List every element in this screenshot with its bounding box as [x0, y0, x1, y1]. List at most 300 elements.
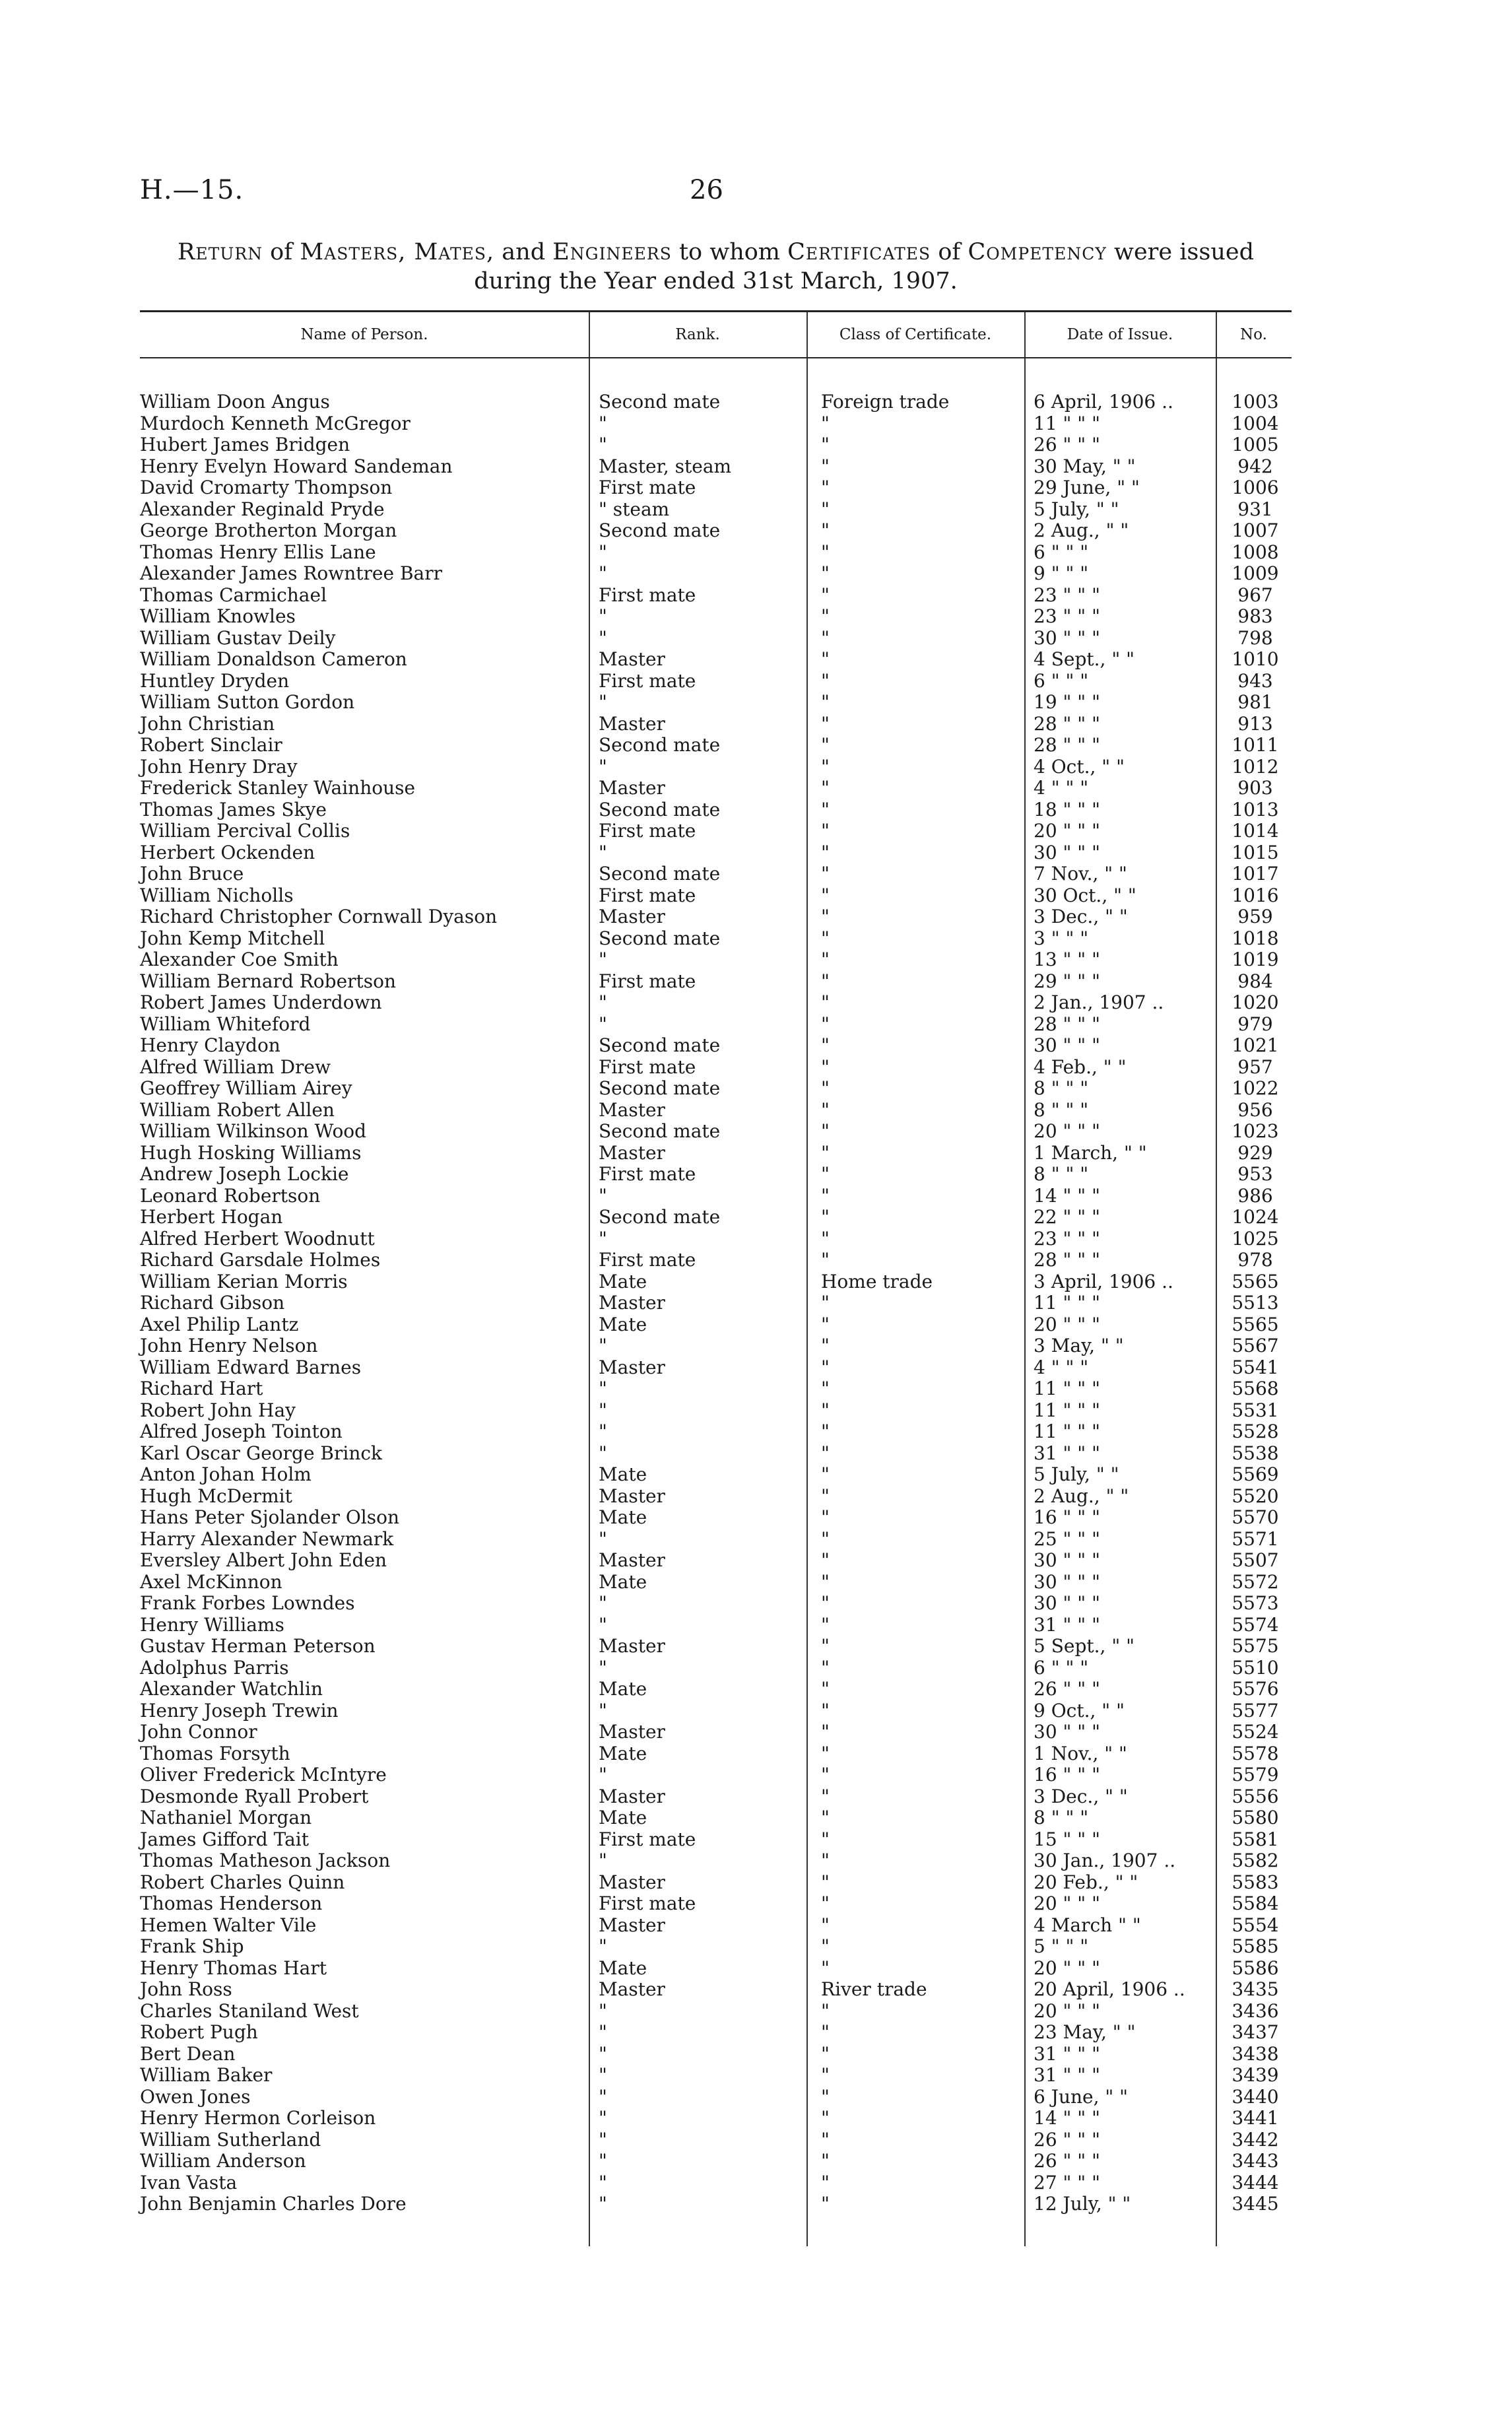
cell-class: " [821, 1399, 830, 1421]
cell-class: " [821, 755, 830, 778]
cell-date: 31 " " " [1034, 2042, 1100, 2065]
cell-class: " [821, 1527, 830, 1550]
cell-name: Gustav Herman Peterson [140, 1635, 376, 1657]
cell-date: 6 " " " [1034, 1656, 1089, 1679]
cell-rank: " steam [599, 498, 670, 520]
cell-date: 26 " " " [1034, 434, 1100, 455]
table-row [140, 1164, 1292, 1186]
cell-class: " [821, 2193, 830, 2215]
title-word-return: Return [177, 239, 263, 265]
cell-date: 20 " " " [1034, 1957, 1100, 1979]
cell-name: William Knowles [140, 605, 296, 627]
cell-class: " [821, 2021, 830, 2043]
table-row [140, 756, 1292, 778]
cell-name: Huntley Dryden [140, 669, 290, 692]
cell-no: 5578 [1232, 1742, 1279, 1764]
cell-class: " [821, 1764, 830, 1786]
cell-name: Charles Staniland West [140, 1999, 359, 2022]
cell-class: " [821, 669, 830, 692]
cell-class: " [821, 648, 830, 670]
page-number: 26 [690, 175, 723, 205]
table-row [140, 1615, 1292, 1636]
table-row [140, 1958, 1292, 1980]
table-row [140, 885, 1292, 907]
table-row [140, 456, 1292, 478]
cell-no: 1017 [1232, 863, 1279, 885]
cell-name: Henry Williams [140, 1613, 284, 1636]
cell-rank: " [599, 626, 607, 649]
table-row [140, 1378, 1292, 1400]
cell-rank: First mate [599, 669, 696, 692]
cell-name: Harry Alexander Newmark [140, 1527, 394, 1550]
cell-name: William Whiteford [140, 1013, 311, 1035]
cell-class: Home trade [821, 1270, 933, 1292]
cell-name: Alfred Herbert Woodnutt [140, 1227, 375, 1250]
cell-class: " [821, 1463, 830, 1485]
cell-date: 31 " " " [1034, 2064, 1100, 2086]
cell-rank: Master [599, 1635, 665, 1657]
cell-no: 5572 [1232, 1570, 1279, 1593]
cell-rank: " [599, 541, 607, 563]
cell-class: " [821, 1914, 830, 1936]
cell-rank: Mate [599, 1807, 647, 1828]
cell-class: " [821, 2042, 830, 2065]
cell-name: Richard Christopher Cornwall Dyason [140, 906, 498, 927]
cell-date: 2 Jan., 1907 .. [1034, 991, 1164, 1013]
cell-rank: First mate [599, 1828, 696, 1850]
cell-no: 1013 [1232, 798, 1279, 820]
cell-rank: " [599, 1656, 607, 1679]
cell-rank: " [599, 1399, 607, 1421]
cell-rank: Second mate [599, 863, 721, 885]
cell-name: John Christian [140, 712, 275, 735]
cell-name: Eversley Albert John Eden [140, 1549, 387, 1571]
cell-no: 981 [1237, 691, 1273, 713]
cell-date: 26 " " " [1034, 2150, 1100, 2172]
cell-rank: First mate [599, 970, 696, 992]
cell-no: 959 [1237, 906, 1273, 927]
cell-no: 903 [1237, 777, 1273, 799]
cell-date: 30 " " " [1034, 1721, 1100, 1743]
cell-class: " [821, 455, 830, 477]
cell-name: Robert Sinclair [140, 734, 282, 756]
cell-class: " [821, 1613, 830, 1636]
cell-name: Frank Ship [140, 1935, 244, 1957]
cell-date: 3 April, 1906 .. [1034, 1270, 1173, 1292]
table-row [140, 2044, 1292, 2065]
cell-rank: Master [599, 1098, 665, 1121]
table-row [140, 1636, 1292, 1657]
table-row [140, 1979, 1292, 2001]
cell-name: Robert James Underdown [140, 991, 382, 1013]
cell-name: John Bruce [140, 863, 244, 885]
cell-rank: First mate [599, 477, 696, 498]
cell-class: " [821, 1292, 830, 1314]
cell-date: 11 " " " [1034, 1378, 1100, 1399]
cell-date: 30 Jan., 1907 .. [1034, 1850, 1176, 1871]
cell-date: 9 " " " [1034, 562, 1089, 584]
cell-name: Alfred Joseph Tointon [140, 1421, 343, 1442]
table-row [140, 1486, 1292, 1508]
cell-rank: " [599, 1421, 607, 1442]
table-row [140, 606, 1292, 628]
table-row [140, 1143, 1292, 1164]
cell-class: River trade [821, 1978, 927, 2000]
cell-date: 4 March " " [1034, 1914, 1141, 1936]
cell-rank: " [599, 2193, 607, 2215]
cell-date: 8 " " " [1034, 1163, 1089, 1185]
table-row [140, 2193, 1292, 2215]
page-title [140, 238, 1292, 296]
table-row [140, 1807, 1292, 1829]
cell-class: " [821, 1335, 830, 1356]
cell-date: 26 " " " [1034, 1678, 1100, 1700]
cell-name: Hugh Hosking Williams [140, 1141, 362, 1164]
cell-class: " [821, 1635, 830, 1657]
cell-name: Thomas Henderson [140, 1892, 323, 1914]
table-row [140, 1700, 1292, 1722]
cell-class: " [821, 1077, 830, 1099]
cell-no: 1021 [1232, 1034, 1279, 1056]
cell-class: " [821, 691, 830, 713]
cell-no: 5584 [1232, 1892, 1279, 1914]
cell-date: 5 Sept., " " [1034, 1635, 1135, 1657]
table-row [140, 842, 1292, 864]
cell-name: Anton Johan Holm [140, 1463, 312, 1485]
table-row [140, 1464, 1292, 1486]
cell-class: " [821, 1850, 830, 1871]
cell-rank: " [599, 1613, 607, 1636]
cell-rank: Mate [599, 1957, 647, 1979]
cell-rank: " [599, 2021, 607, 2043]
cell-no: 986 [1237, 1184, 1273, 1207]
table-row [140, 1786, 1292, 1808]
cell-name: Frank Forbes Lowndes [140, 1592, 355, 1614]
cell-no: 942 [1237, 455, 1273, 477]
cell-date: 31 " " " [1034, 1613, 1100, 1636]
cell-no: 5571 [1232, 1527, 1279, 1550]
cell-no: 1012 [1232, 755, 1279, 778]
cell-class: " [821, 1699, 830, 1722]
cell-no: 1025 [1232, 1227, 1279, 1250]
cell-date: 30 " " " [1034, 1592, 1100, 1614]
cell-no: 5577 [1232, 1699, 1279, 1722]
cell-rank: " [599, 1527, 607, 1550]
cell-rank: " [599, 412, 607, 434]
cell-no: 1016 [1232, 884, 1279, 906]
cell-no: 5569 [1232, 1463, 1279, 1485]
cell-class: " [821, 1442, 830, 1464]
cell-class: " [821, 712, 830, 735]
cell-date: 28 " " " [1034, 734, 1100, 756]
cell-name: Hans Peter Sjolander Olson [140, 1506, 400, 1528]
cell-no: 5531 [1232, 1399, 1279, 1421]
cell-date: 22 " " " [1034, 1206, 1100, 1228]
table-row [140, 863, 1292, 885]
cell-no: 1008 [1232, 541, 1279, 563]
cell-name: Thomas Forsyth [140, 1742, 290, 1764]
cell-no: 5513 [1232, 1292, 1279, 1314]
cell-no: 1007 [1232, 519, 1279, 541]
cell-rank: Second mate [599, 927, 721, 949]
cell-rank: First mate [599, 820, 696, 842]
table-row [140, 2172, 1292, 2194]
cell-class: " [821, 2128, 830, 2151]
cell-name: William Edward Barnes [140, 1356, 362, 1378]
page-header [140, 175, 1288, 215]
cell-rank: " [599, 691, 607, 713]
cell-name: Adolphus Parris [140, 1656, 289, 1679]
cell-no: 1011 [1232, 734, 1279, 756]
cell-class: " [821, 1055, 830, 1078]
table-row [140, 2129, 1292, 2151]
title-word-engineers: Engineers [552, 239, 672, 265]
cell-date: 3 " " " [1034, 927, 1089, 949]
cell-class: " [821, 1656, 830, 1679]
cell-rank: Master [599, 777, 665, 799]
cell-no: 5554 [1232, 1914, 1279, 1936]
cell-name: William Percival Collis [140, 820, 350, 842]
table-row [140, 1550, 1292, 1572]
cell-no: 5524 [1232, 1721, 1279, 1743]
cell-rank: " [599, 1699, 607, 1722]
cell-no: 5580 [1232, 1807, 1279, 1828]
table-row [140, 1593, 1292, 1615]
cell-rank: " [599, 1335, 607, 1356]
table-row [140, 1335, 1292, 1357]
table-row [140, 714, 1292, 735]
document-code: H.—15. [140, 175, 244, 205]
cell-class: " [821, 841, 830, 863]
cell-date: 11 " " " [1034, 1421, 1100, 1442]
cell-no: 5583 [1232, 1871, 1279, 1893]
cell-date: 5 July, " " [1034, 498, 1119, 520]
title-joiner-2: and [494, 239, 553, 265]
cell-rank: " [599, 755, 607, 778]
cell-class: " [821, 798, 830, 820]
cell-date: 20 April, 1906 .. [1034, 1978, 1185, 2000]
cell-class: " [821, 1421, 830, 1442]
cell-date: 23 " " " [1034, 1227, 1100, 1250]
cell-date: 23 May, " " [1034, 2021, 1136, 2043]
table-row [140, 1722, 1292, 1743]
cell-class: " [821, 863, 830, 885]
cell-rank: Mate [599, 1463, 647, 1485]
cell-name: Owen Jones [140, 2085, 251, 2108]
cell-no: 1014 [1232, 820, 1279, 842]
cell-name: James Gifford Tait [140, 1828, 309, 1850]
title-line-2: during the Year ended 31st March, 1907. [474, 268, 958, 294]
cell-no: 3438 [1232, 2042, 1279, 2065]
cell-date: 31 " " " [1034, 1442, 1100, 1464]
cell-class: " [821, 1141, 830, 1164]
cell-class: Foreign trade [821, 391, 950, 413]
cell-name: Bert Dean [140, 2042, 236, 2065]
cell-date: 23 " " " [1034, 605, 1100, 627]
cell-no: 5565 [1232, 1313, 1279, 1335]
cell-name: Leonard Robertson [140, 1184, 321, 1207]
cell-class: " [821, 2085, 830, 2108]
cell-no: 931 [1237, 498, 1273, 520]
title-joiner-5: were issued [1106, 239, 1255, 265]
cell-no: 5520 [1232, 1485, 1279, 1507]
cell-no: 3437 [1232, 2021, 1279, 2043]
cell-date: 6 June, " " [1034, 2085, 1129, 2108]
cell-rank: Second mate [599, 1034, 721, 1056]
table-row [140, 563, 1292, 585]
cell-class: " [821, 1013, 830, 1035]
cell-date: 30 May, " " [1034, 455, 1136, 477]
cell-class: " [821, 1871, 830, 1893]
cell-name: Henry Claydon [140, 1034, 280, 1056]
cell-class: " [821, 1485, 830, 1507]
cell-class: " [821, 1227, 830, 1250]
cell-name: Axel McKinnon [140, 1570, 282, 1593]
cell-class: " [821, 1206, 830, 1228]
cell-rank: Mate [599, 1506, 647, 1528]
cell-name: Oliver Frederick McIntyre [140, 1764, 387, 1786]
cell-date: 4 Sept., " " [1034, 648, 1135, 670]
cell-rank: First mate [599, 1249, 696, 1271]
cell-name: Robert Charles Quinn [140, 1871, 345, 1893]
header-divider [589, 312, 590, 357]
cell-no: 1018 [1232, 927, 1279, 949]
cell-no: 5582 [1232, 1850, 1279, 1871]
cell-date: 25 " " " [1034, 1527, 1100, 1550]
cell-name: William Gustav Deily [140, 626, 336, 649]
cell-date: 8 " " " [1034, 1077, 1089, 1099]
cell-rank: Second mate [599, 1120, 721, 1142]
cell-name: Frederick Stanley Wainhouse [140, 777, 416, 799]
cell-date: 20 " " " [1034, 1120, 1100, 1142]
cell-name: Alexander James Rowntree Barr [140, 562, 443, 584]
cell-class: " [821, 1313, 830, 1335]
cell-class: " [821, 1678, 830, 1700]
cell-name: David Cromarty Thompson [140, 477, 393, 498]
cell-rank: " [599, 1592, 607, 1614]
cell-date: 19 " " " [1034, 691, 1100, 713]
cell-name: John Henry Dray [140, 755, 298, 778]
table-row [140, 1443, 1292, 1465]
cell-class: " [821, 541, 830, 563]
cell-name: Nathaniel Morgan [140, 1807, 312, 1828]
cell-name: William Robert Allen [140, 1098, 335, 1121]
cell-no: 5573 [1232, 1592, 1279, 1614]
cell-no: 3442 [1232, 2128, 1279, 2151]
cell-no: 5575 [1232, 1635, 1279, 1657]
table-row [140, 1400, 1292, 1422]
cell-name: Richard Hart [140, 1378, 263, 1399]
cell-class: " [821, 1999, 830, 2022]
cell-rank: " [599, 1013, 607, 1035]
cell-class: " [821, 1184, 830, 1207]
cell-name: William Anderson [140, 2150, 306, 2172]
cell-no: 1003 [1232, 391, 1279, 413]
cell-date: 28 " " " [1034, 1249, 1100, 1271]
cell-class: " [821, 820, 830, 842]
cell-date: 11 " " " [1034, 412, 1100, 434]
cell-rank: Master [599, 1292, 665, 1314]
cell-class: " [821, 1592, 830, 1614]
cell-name: Andrew Joseph Lockie [140, 1163, 349, 1185]
cell-class: " [821, 626, 830, 649]
cell-name: Henry Evelyn Howard Sandeman [140, 455, 453, 477]
cell-no: 5570 [1232, 1506, 1279, 1528]
cell-date: 3 May, " " [1034, 1335, 1124, 1356]
cell-name: William Bernard Robertson [140, 970, 397, 992]
cell-no: 5579 [1232, 1764, 1279, 1786]
cell-name: Hemen Walter Vile [140, 1914, 317, 1936]
cell-class: " [821, 1249, 830, 1271]
cell-no: 979 [1237, 1013, 1273, 1035]
cell-rank: " [599, 1227, 607, 1250]
cell-class: " [821, 605, 830, 627]
cell-no: 5538 [1232, 1442, 1279, 1464]
cell-no: 3443 [1232, 2150, 1279, 2172]
table-row [140, 2151, 1292, 2172]
cell-class: " [821, 1957, 830, 1979]
table-row [140, 628, 1292, 650]
table-row [140, 1121, 1292, 1143]
cell-no: 5574 [1232, 1613, 1279, 1636]
cell-date: 7 Nov., " " [1034, 863, 1127, 885]
cell-date: 13 " " " [1034, 949, 1100, 970]
cell-date: 28 " " " [1034, 712, 1100, 735]
cell-no: 3435 [1232, 1978, 1279, 2000]
cell-no: 1004 [1232, 412, 1279, 434]
cell-name: Thomas James Skye [140, 798, 327, 820]
cell-date: 8 " " " [1034, 1807, 1089, 1828]
table-row [140, 671, 1292, 692]
title-word-masters-mates: Masters, Mates, [300, 239, 495, 265]
table-row [140, 778, 1292, 799]
cell-rank: First mate [599, 1892, 696, 1914]
cell-no: 1015 [1232, 841, 1279, 863]
table-row [140, 1421, 1292, 1443]
table-body [140, 358, 1292, 2215]
column-header-name: Name of Person. [300, 326, 428, 343]
cell-date: 6 " " " [1034, 669, 1089, 692]
cell-name: Robert John Hay [140, 1399, 296, 1421]
cell-rank: " [599, 2042, 607, 2065]
cell-date: 4 " " " [1034, 1356, 1089, 1378]
cell-date: 20 " " " [1034, 1313, 1100, 1335]
cell-rank: First mate [599, 1163, 696, 1185]
cell-no: 5556 [1232, 1785, 1279, 1807]
cell-class: " [821, 1828, 830, 1850]
cell-date: 20 Feb., " " [1034, 1871, 1138, 1893]
cell-name: Thomas Carmichael [140, 584, 327, 606]
cell-rank: " [599, 1378, 607, 1399]
table-row [140, 1829, 1292, 1851]
cell-date: 30 " " " [1034, 626, 1100, 649]
cell-class: " [821, 1120, 830, 1142]
cell-rank: Master [599, 648, 665, 670]
cell-date: 16 " " " [1034, 1506, 1100, 1528]
cell-rank: Master [599, 1721, 665, 1743]
cell-rank: Master [599, 1978, 665, 2000]
cell-rank: " [599, 1442, 607, 1464]
table-row [140, 413, 1292, 435]
cell-rank: " [599, 2064, 607, 2086]
cell-class: " [821, 2150, 830, 2172]
table-row [140, 799, 1292, 821]
table-row [140, 1207, 1292, 1228]
cell-no: 3444 [1232, 2171, 1279, 2193]
cell-name: William Doon Angus [140, 391, 330, 413]
cell-rank: " [599, 605, 607, 627]
table-row [140, 1100, 1292, 1121]
